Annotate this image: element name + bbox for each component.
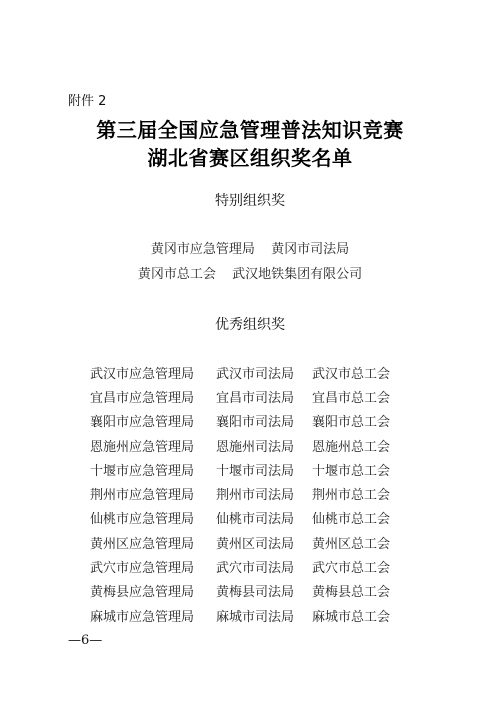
org-emergency-bureau: 襄阳市应急管理局 xyxy=(90,415,195,431)
attachment-label: 附件 2 xyxy=(68,94,107,109)
org-justice-bureau: 黄州区司法局 xyxy=(216,536,295,552)
org-trade-union: 仙桃市总工会 xyxy=(312,512,391,528)
special-award-org: 黄冈市司法局 xyxy=(271,242,350,257)
org-justice-bureau: 武穴市司法局 xyxy=(216,561,295,577)
org-emergency-bureau: 仙桃市应急管理局 xyxy=(90,512,195,528)
org-trade-union: 武汉市总工会 xyxy=(312,366,391,382)
excellent-award-heading: 优秀组织奖 xyxy=(215,317,285,333)
org-emergency-bureau: 麻城市应急管理局 xyxy=(90,609,195,625)
org-emergency-bureau: 宜昌市应急管理局 xyxy=(90,390,195,406)
org-justice-bureau: 荆州市司法局 xyxy=(216,488,295,504)
list-row xyxy=(90,603,410,627)
list-row xyxy=(90,481,410,505)
org-trade-union: 黄州区总工会 xyxy=(312,536,391,552)
org-trade-union: 荆州市总工会 xyxy=(312,488,391,504)
org-emergency-bureau: 荆州市应急管理局 xyxy=(90,488,195,504)
org-emergency-bureau: 武汉市应急管理局 xyxy=(90,366,195,382)
org-trade-union: 襄阳市总工会 xyxy=(312,415,391,431)
org-trade-union: 武穴市总工会 xyxy=(312,561,391,577)
list-row xyxy=(90,530,410,554)
special-award-line xyxy=(0,263,500,282)
org-emergency-bureau: 恩施州应急管理局 xyxy=(90,439,195,455)
org-trade-union: 十堰市总工会 xyxy=(312,463,391,479)
org-justice-bureau: 麻城市司法局 xyxy=(216,609,295,625)
org-emergency-bureau: 黄梅县应急管理局 xyxy=(90,585,195,601)
title-line-2: 湖北省赛区组织奖名单 xyxy=(147,146,353,170)
org-trade-union: 恩施州总工会 xyxy=(312,439,391,455)
excellent-award-list xyxy=(90,360,410,627)
special-award-org: 黄冈市应急管理局 xyxy=(150,242,255,257)
org-trade-union: 宜昌市总工会 xyxy=(312,390,391,406)
list-row xyxy=(90,506,410,530)
special-award-heading: 特别组织奖 xyxy=(215,193,285,209)
org-justice-bureau: 仙桃市司法局 xyxy=(216,512,295,528)
special-award-line xyxy=(0,238,500,257)
title-line-1: 第三届全国应急管理普法知识竞赛 xyxy=(96,118,404,142)
list-row xyxy=(90,554,410,578)
list-row xyxy=(90,384,410,408)
list-row xyxy=(90,457,410,481)
org-justice-bureau: 黄梅县司法局 xyxy=(216,585,295,601)
org-justice-bureau: 襄阳市司法局 xyxy=(216,415,295,431)
list-row xyxy=(90,360,410,384)
list-row xyxy=(90,409,410,433)
special-award-org: 黄冈市总工会 xyxy=(137,267,216,282)
org-emergency-bureau: 十堰市应急管理局 xyxy=(90,463,195,479)
list-row xyxy=(90,579,410,603)
org-trade-union: 黄梅县总工会 xyxy=(312,585,391,601)
list-row xyxy=(90,433,410,457)
org-justice-bureau: 武汉市司法局 xyxy=(216,366,295,382)
org-emergency-bureau: 黄州区应急管理局 xyxy=(90,536,195,552)
page-number: —6— xyxy=(68,633,103,648)
org-trade-union: 麻城市总工会 xyxy=(312,609,391,625)
org-justice-bureau: 恩施州司法局 xyxy=(216,439,295,455)
org-emergency-bureau: 武穴市应急管理局 xyxy=(90,561,195,577)
org-justice-bureau: 十堰市司法局 xyxy=(216,463,295,479)
special-award-org: 武汉地铁集团有限公司 xyxy=(232,267,363,282)
org-justice-bureau: 宜昌市司法局 xyxy=(216,390,295,406)
